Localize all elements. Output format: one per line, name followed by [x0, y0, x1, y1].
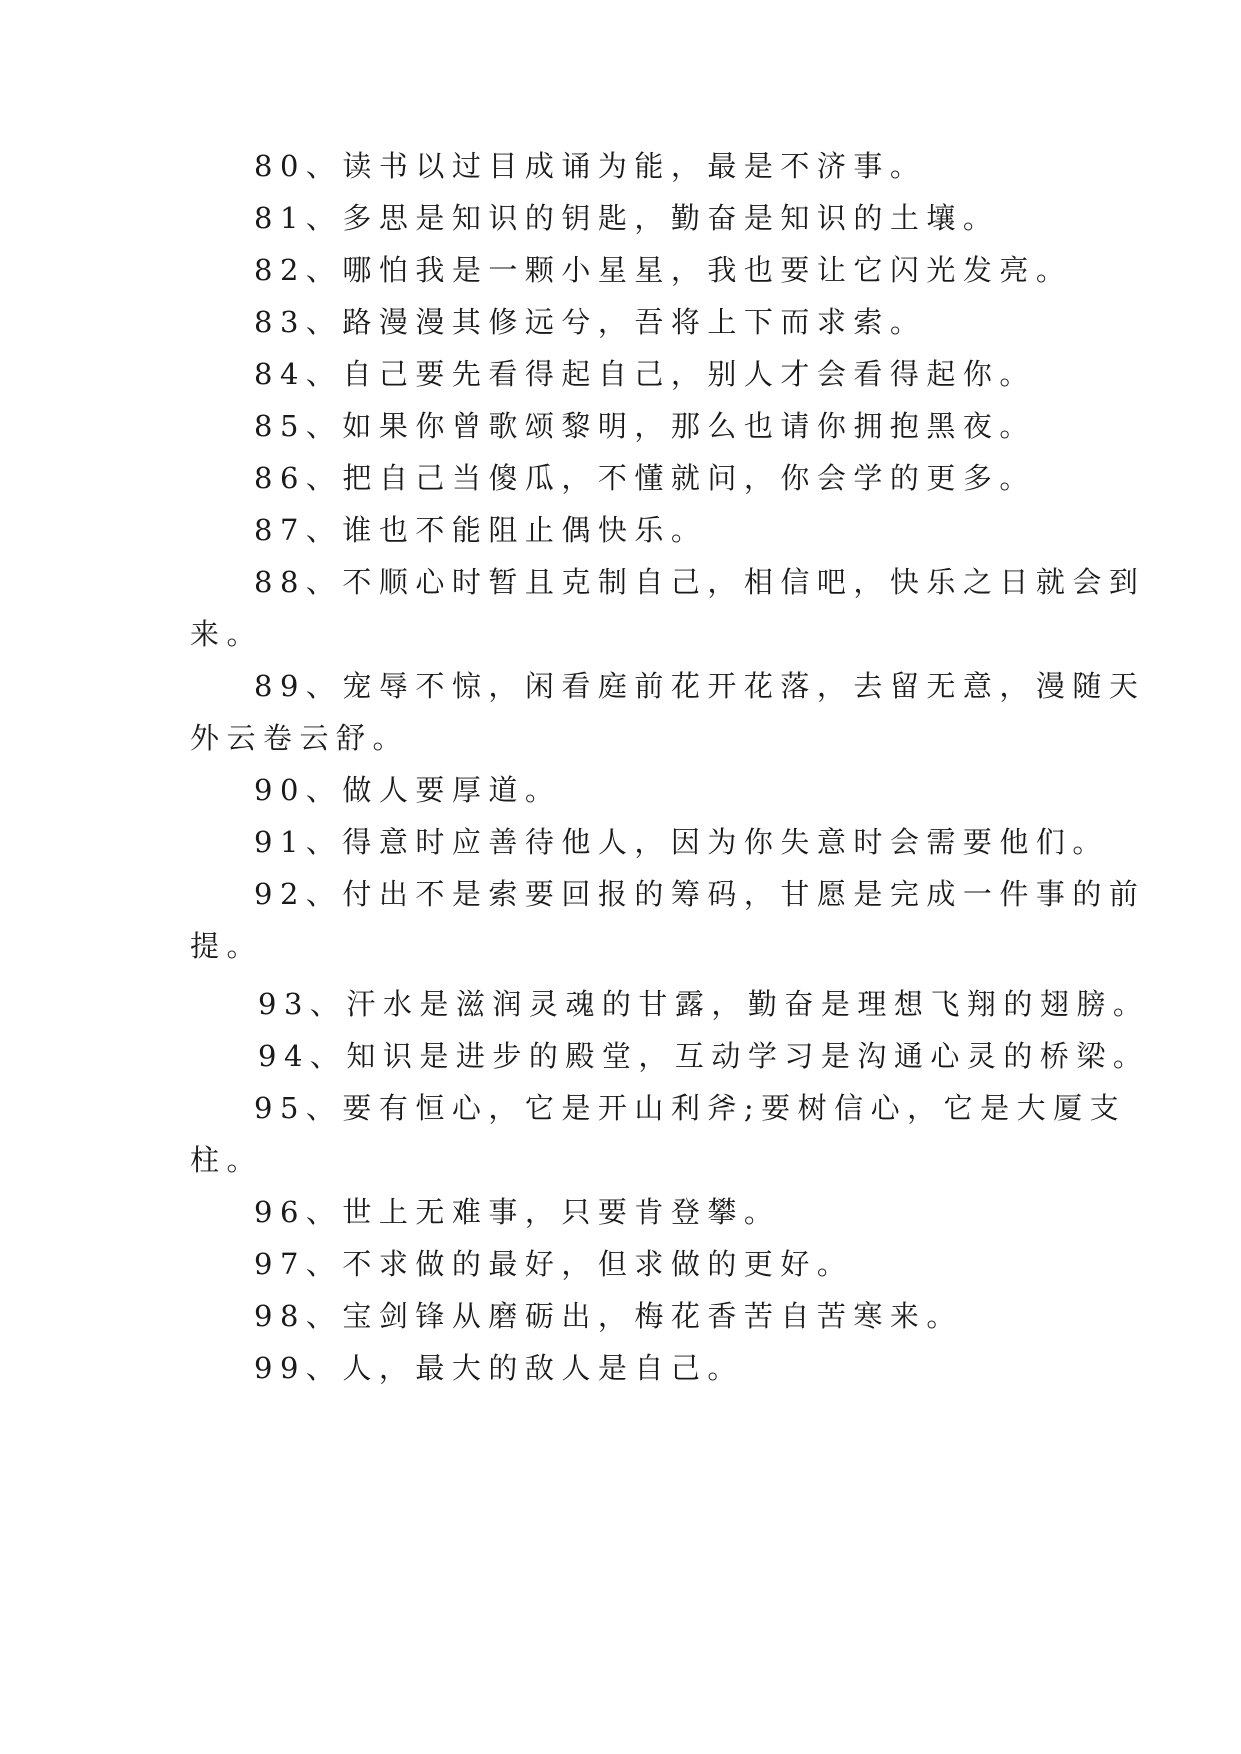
quote-84: 84、自己要先看得起自己，别人才会看得起你。	[254, 357, 1036, 391]
quote-98: 98、宝剑锋从磨砺出，梅花香苦自苦寒来。	[254, 1299, 963, 1333]
quote-95: 95、要有恒心，它是开山利斧;要树信心，它是大厦支	[254, 1091, 1127, 1125]
quote-93: 93、汗水是滋润灵魂的甘露，勤奋是理想飞翔的翅膀。	[258, 987, 1150, 1021]
quote-81: 81、多思是知识的钥匙，勤奋是知识的土壤。	[254, 201, 1000, 235]
quote-80: 80、读书以过目成诵为能，最是不济事。	[254, 149, 927, 183]
quote-99: 99、人，最大的敌人是自己。	[254, 1351, 744, 1385]
quote-89-continued: 外云卷云舒。	[190, 721, 410, 755]
quote-85: 85、如果你曾歌颂黎明，那么也请你拥抱黑夜。	[254, 409, 1036, 443]
quote-94: 94、知识是进步的殿堂，互动学习是沟通心灵的桥梁。	[258, 1039, 1150, 1073]
quote-88: 88、不顺心时暂且克制自己，相信吧，快乐之日就会到	[254, 565, 1146, 599]
quote-90: 90、做人要厚道。	[254, 773, 562, 807]
quote-87: 87、谁也不能阻止偶快乐。	[254, 513, 708, 547]
quote-95-continued: 柱。	[190, 1143, 264, 1177]
quote-82: 82、哪怕我是一颗小星星，我也要让它闪光发亮。	[254, 253, 1073, 287]
quote-96: 96、世上无难事，只要肯登攀。	[254, 1195, 781, 1229]
quote-83: 83、路漫漫其修远兮，吾将上下而求索。	[254, 305, 927, 339]
quote-97: 97、不求做的最好，但求做的更好。	[254, 1247, 854, 1281]
quote-89: 89、宠辱不惊，闲看庭前花开花落，去留无意，漫随天	[254, 669, 1146, 703]
quote-92-continued: 提。	[190, 929, 264, 963]
quote-92: 92、付出不是索要回报的筹码，甘愿是完成一件事的前	[254, 877, 1146, 911]
quote-86: 86、把自己当傻瓜，不懂就问，你会学的更多。	[254, 461, 1036, 495]
quote-88-continued: 来。	[190, 617, 264, 651]
quote-91: 91、得意时应善待他人，因为你失意时会需要他们。	[254, 825, 1109, 859]
